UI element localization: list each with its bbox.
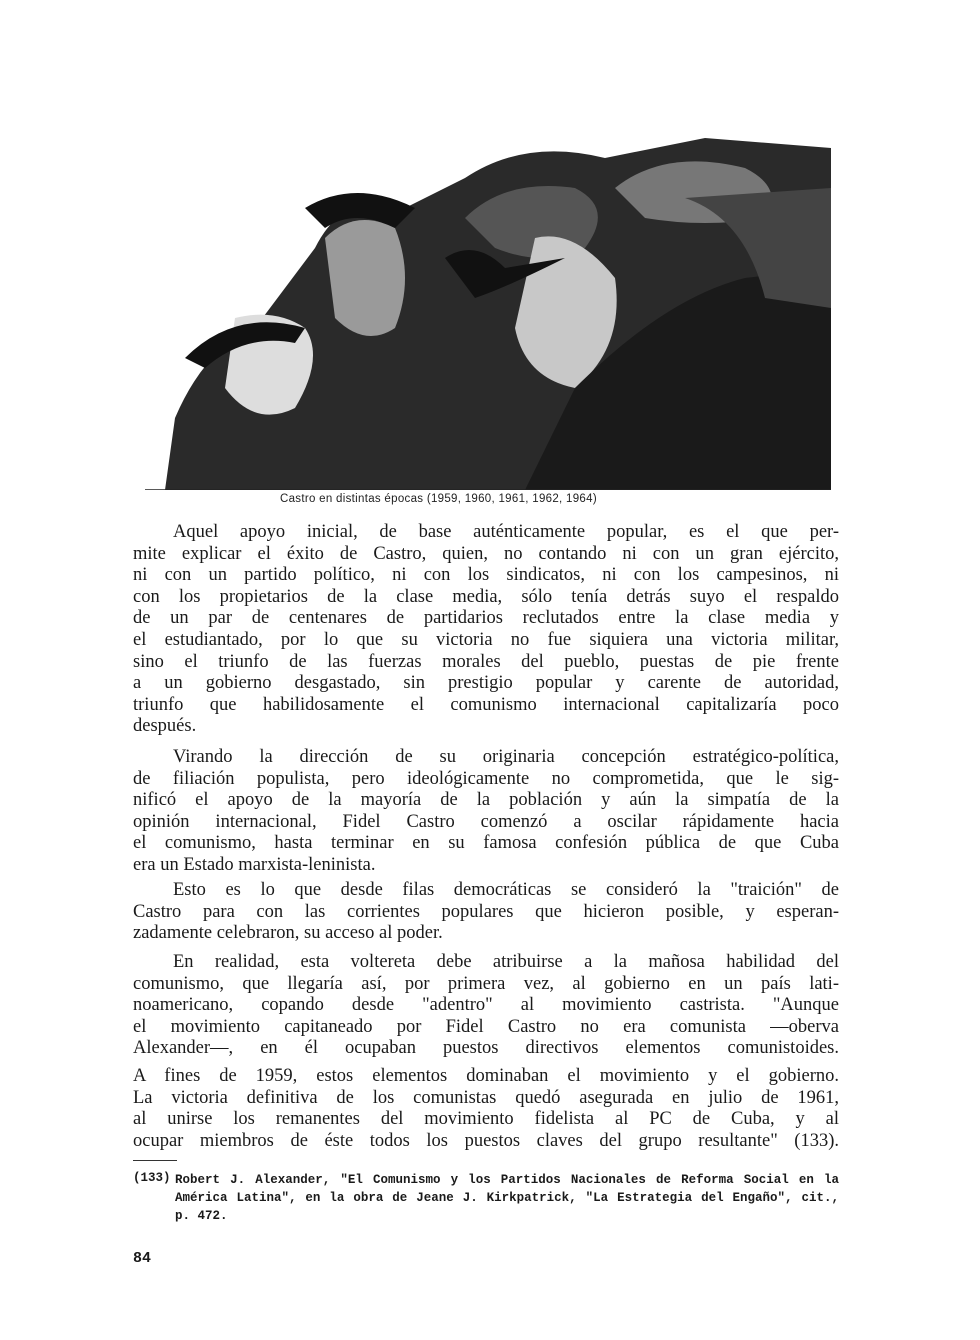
text-line: Castro para con las corrientes populares que hicieron posible, y esperan-: [133, 901, 839, 922]
text-line: Alexander—, en él ocupaban puestos directivos elementos comunistoides.: [133, 1038, 839, 1059]
footnote: [133, 1171, 839, 1225]
page-number: 84: [133, 1250, 152, 1267]
text-line: Esto es lo que desde filas democráticas se consideró la "traición" de: [173, 880, 839, 900]
text-line: el estudiantado, por lo que su victoria no fue siquiera una victoria militar,: [133, 629, 839, 650]
footnote-number: (133): [133, 1171, 171, 1185]
text-line: opinión internacional, Fidel Castro comenzó a oscilar rápidamente hacia: [133, 811, 839, 832]
text-line: comunismo, que llegaría así, por primera vez, al gobierno en un país lati-: [133, 973, 839, 994]
text-line: sino el triunfo de las fuerzas morales del pueblo, puestas de pie frente: [133, 651, 839, 672]
text-line: al unirse los remanentes del movimiento fidelista al PC de Cuba, y al: [133, 1109, 839, 1130]
paragraph-1: [133, 522, 839, 738]
paragraph-3: [133, 880, 839, 945]
text-line: zadamente celebraron, su acceso al poder.: [133, 923, 443, 944]
text-line: era un Estado marxista-leninista.: [133, 854, 376, 875]
figure-caption: Castro en distintas épocas (1959, 1960, 1961, 1962, 1964): [280, 493, 597, 505]
text-line: A fines de 1959, estos elementos dominaban el movimiento y el gobierno.: [133, 1066, 839, 1086]
text-line: a un gobierno desgastado, sin prestigio popular y carente de autoridad,: [133, 673, 839, 694]
text-line: noamericano, copando desde "adentro" al movimiento castrista. "Aunque: [133, 995, 839, 1016]
footnote-line: América Latina", en la obra de Jeane J. Kirkpatrick, "La Estrategia del Engaño", cit.,: [175, 1191, 839, 1205]
text-line: Virando la dirección de su originaria concepción estratégico-política,: [173, 747, 839, 767]
text-line: ocupar miembros de éste todos los puestos claves del grupo resultante" (133).: [133, 1130, 839, 1151]
paragraph-4: [133, 952, 839, 1060]
footnote-line: p. 472.: [175, 1209, 228, 1223]
text-line: mite explicar el éxito de Castro, quien, no contando ni con un gran ejército,: [133, 543, 839, 564]
photograph-castro: [145, 128, 831, 490]
text-line: después.: [133, 716, 197, 737]
text-line: el movimiento capitaneado por Fidel Castro no era comunista —oberva: [133, 1016, 839, 1037]
paragraph-5: [133, 1066, 839, 1152]
text-line: triunfo que habilidosamente el comunismo internacional capitalizaría poco: [133, 694, 839, 715]
text-line: el comunismo, hasta terminar en su famosa confesión pública de que Cuba: [133, 833, 839, 854]
footnote-line: Robert J. Alexander, "El Comunismo y los Partidos Nacionales de Reforma Social en la: [175, 1173, 839, 1187]
text-line: La victoria definitiva de los comunistas quedó asegurada en julio de 1961,: [133, 1087, 839, 1108]
text-line: nificó el apoyo de la mayoría de la población y aún la simpatía de la: [133, 790, 839, 811]
text-line: de filiación populista, pero ideológicamente no comprometida, que le sig-: [133, 768, 839, 789]
text-line: Aquel apoyo inicial, de base auténticamente popular, es el que per-: [173, 522, 839, 542]
text-line: de un par de centenares de partidarios reclutados entre la clase media y: [133, 608, 839, 629]
paragraph-2: [133, 747, 839, 877]
text-line: ni con un partido político, ni con los sindicatos, ni con los campesinos, ni: [133, 565, 839, 586]
text-line: con los propietarios de la clase media, sólo tenía detrás suyo el respaldo: [133, 586, 839, 607]
footnote-divider: [133, 1160, 177, 1161]
text-line: En realidad, esta voltereta debe atribuirse a la mañosa habilidad del: [173, 952, 839, 972]
